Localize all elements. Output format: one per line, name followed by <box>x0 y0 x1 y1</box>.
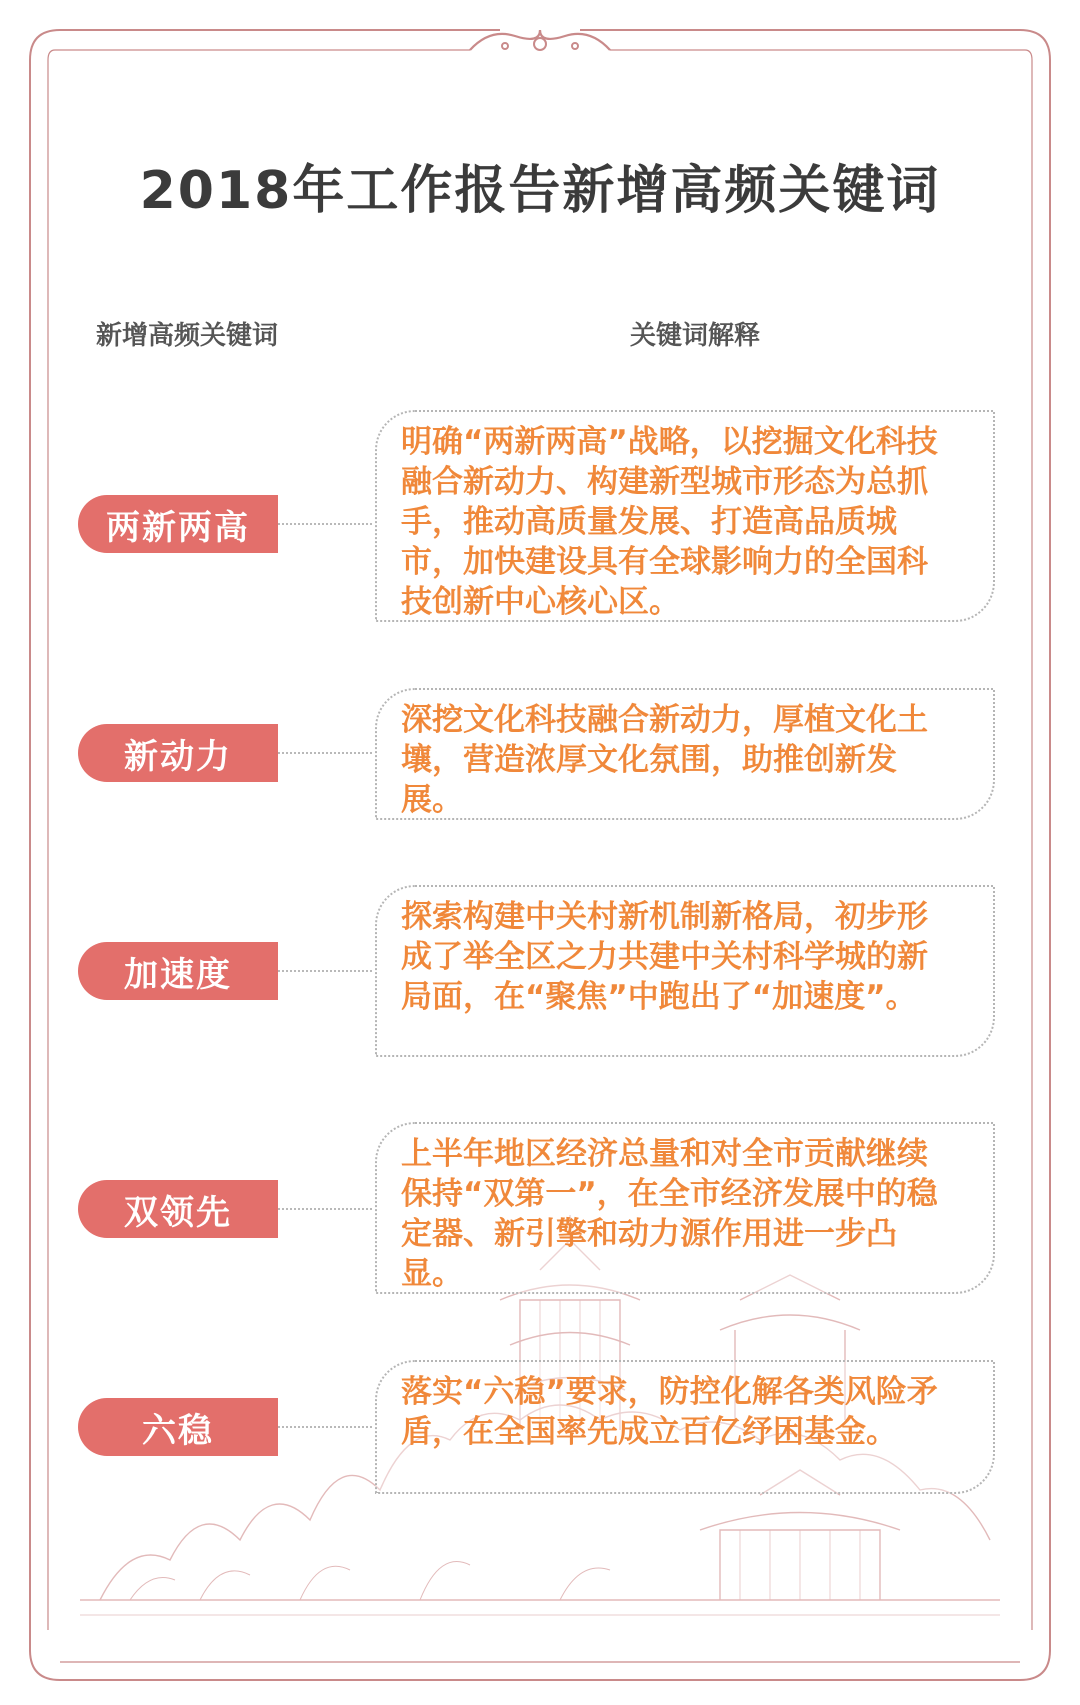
dotted-connector <box>278 1208 372 1210</box>
explanation-box: 深挖文化科技融合新动力，厚植文化土壤，营造浓厚文化氛围，助推创新发展。 <box>375 688 995 820</box>
dotted-connector <box>278 752 372 754</box>
keyword-pill: 新动力 <box>78 724 278 782</box>
dotted-connector <box>278 523 372 525</box>
dotted-connector <box>278 1426 372 1428</box>
keyword-pill: 双领先 <box>78 1180 278 1238</box>
column-header-explanation: 关键词解释 <box>630 321 761 351</box>
keyword-pill: 加速度 <box>78 942 278 1000</box>
keyword-pill: 两新两高 <box>78 495 278 553</box>
dotted-connector <box>278 970 372 972</box>
page-title: 2018年工作报告新增高频关键词 <box>139 161 941 221</box>
explanation-box: 探索构建中关村新机制新格局，初步形成了举全区之力共建中关村科学城的新局面，在“聚焦”中跑出了“加速度”。 <box>375 885 995 1057</box>
explanation-box: 落实“六稳”要求，防控化解各类风险矛盾，在全国率先成立百亿纾困基金。 <box>375 1360 995 1494</box>
column-header-keyword: 新增高频关键词 <box>96 321 279 351</box>
explanation-box: 明确“两新两高”战略，以挖掘文化科技融合新动力、构建新型城市形态为总抓手，推动高质量发展、打造高品质城市，加快建设具有全球影响力的全国科技创新中心核心区。 <box>375 410 995 622</box>
keyword-pill: 六稳 <box>78 1398 278 1456</box>
explanation-box: 上半年地区经济总量和对全市贡献继续保持“双第一”，在全市经济发展中的稳定器、新引擎和动力源作用进一步凸显。 <box>375 1122 995 1294</box>
